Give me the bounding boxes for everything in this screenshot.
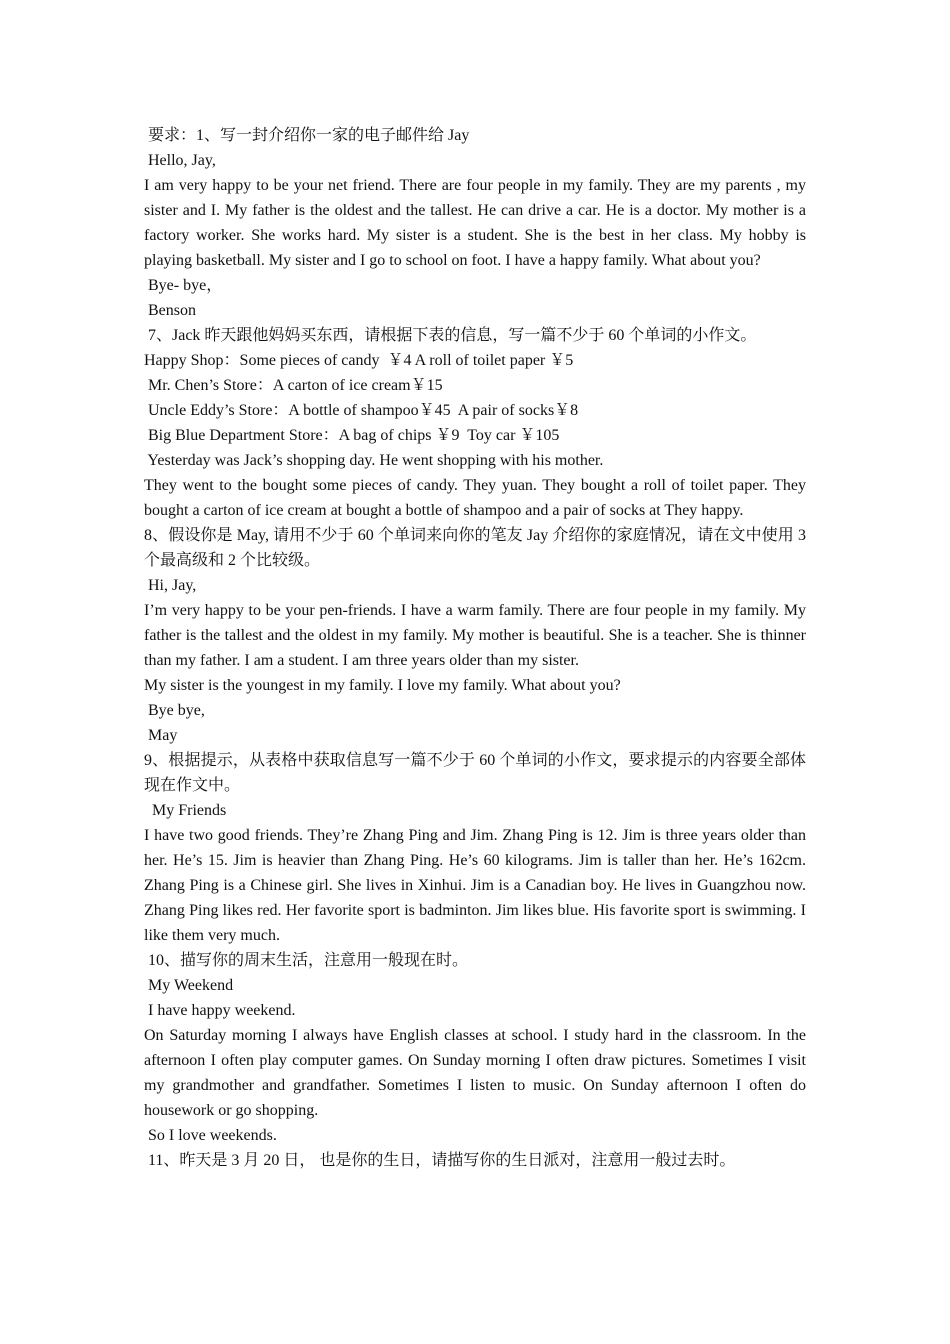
letter-8-body-end: My sister is the youngest in my family. I love my family. What about you? [144, 677, 621, 694]
essay-10-title: My Weekend [144, 977, 234, 994]
letter-8-signature: May [144, 727, 178, 744]
question-9-prompt: 9、根据提示，从表格中获取信息写一篇不少于 60 个单词的小作文，要求提示的内容要全部体现在作文中。 [144, 752, 806, 794]
email-closing: Bye- bye， [144, 277, 223, 294]
essay-9-body: I have two good friends. They’re Zhang Ping and Jim. Zhang Ping is 12. Jim is three years older than her. He’s 15. Jim is heavier than Zhang Ping. He’s 60 kilograms. Jim is taller than her. He’s 162cm. Zhang Ping is a Chinese girl. She lives in Xinhui. Jim is a Canadian boy. He lives in Guangzhou now. Zhang Ping likes red. Her favorite sport is badminton. Jim likes blue. His favorite sport is swimming. I like them very much. [144, 827, 806, 944]
email-body: I am very happy to be your net friend. There are four people in my family. They are my parents , my sister and I. My father is the oldest and the tallest. He can drive a car. He is a doctor. My mother is a factory worker. She works hard. My sister is a student. She is the best in her class. My hobby is playing basketball. My sister and I go to school on foot. I have a happy family. What about you? [144, 177, 806, 269]
document-page [144, 123, 806, 1173]
letter-8-greeting: Hi, Jay, [144, 577, 197, 594]
shop-item-uncle-eddy: Uncle Eddy’s Store：A bottle of shampoo￥45 A pair of socks￥8 [144, 402, 579, 419]
essay-10-intro: I have happy weekend. [144, 1002, 296, 1019]
question-8-prompt: 8、假设你是 May, 请用不少于 60 个单词来向你的笔友 Jay 介绍你的家庭情况，请在文中使用 3 个最高级和 2 个比较级。 [144, 527, 806, 569]
shop-item-mr-chen: Mr. Chen’s Store：A carton of ice cream￥15 [144, 377, 443, 394]
letter-8-body: I’m very happy to be your pen-friends. I have a warm family. There are four people in my family. My father is the tallest and the oldest in my family. My mother is beautiful. She is a teacher. She is thinner than my father. I am a student. I am three years older than my sister. [144, 602, 806, 669]
shop-item-big-blue: Big Blue Department Store：A bag of chips ￥9 Toy car ￥105 [144, 427, 560, 444]
email-greeting: Hello, Jay, [144, 152, 216, 169]
requirement-1-heading: 要求：1、写一封介绍你一家的电子邮件给 Jay [144, 127, 470, 144]
essay-10-body: On Saturday morning I always have English classes at school. I study hard in the classroom. In the afternoon I often play computer games. On Sunday morning I often draw pictures. Sometimes I visit my grandmother and grandfather. Sometimes I listen to music. On Sunday afternoon I often do housework or go shopping. [144, 1027, 806, 1119]
question-11-prompt: 11、昨天是 3 月 20 日， 也是你的生日，请描写你的生日派对，注意用一般过去时。 [144, 1152, 736, 1169]
question-10-prompt: 10、描写你的周末生活，注意用一般现在时。 [144, 952, 469, 969]
letter-8-closing: Bye bye, [144, 702, 205, 719]
essay-10-ending: So I love weekends. [144, 1127, 277, 1144]
question-7-prompt: 7、Jack 昨天跟他妈妈买东西，请根据下表的信息，写一篇不少于 60 个单词的小作文。 [144, 327, 757, 344]
essay-9-title: My Friends [144, 802, 227, 819]
essay-7-opening: Yesterday was Jack’s shopping day. He went shopping with his mother. [144, 452, 604, 469]
shop-item-happy-shop: Happy Shop：Some pieces of candy ￥4 A roll of toilet paper ￥5 [144, 352, 574, 369]
essay-7-body: They went to the bought some pieces of candy. They yuan. They bought a roll of toilet paper. They bought a carton of ice cream at bought a bottle of shampoo and a pair of socks at They happy. [144, 477, 806, 519]
email-signature: Benson [144, 302, 196, 319]
